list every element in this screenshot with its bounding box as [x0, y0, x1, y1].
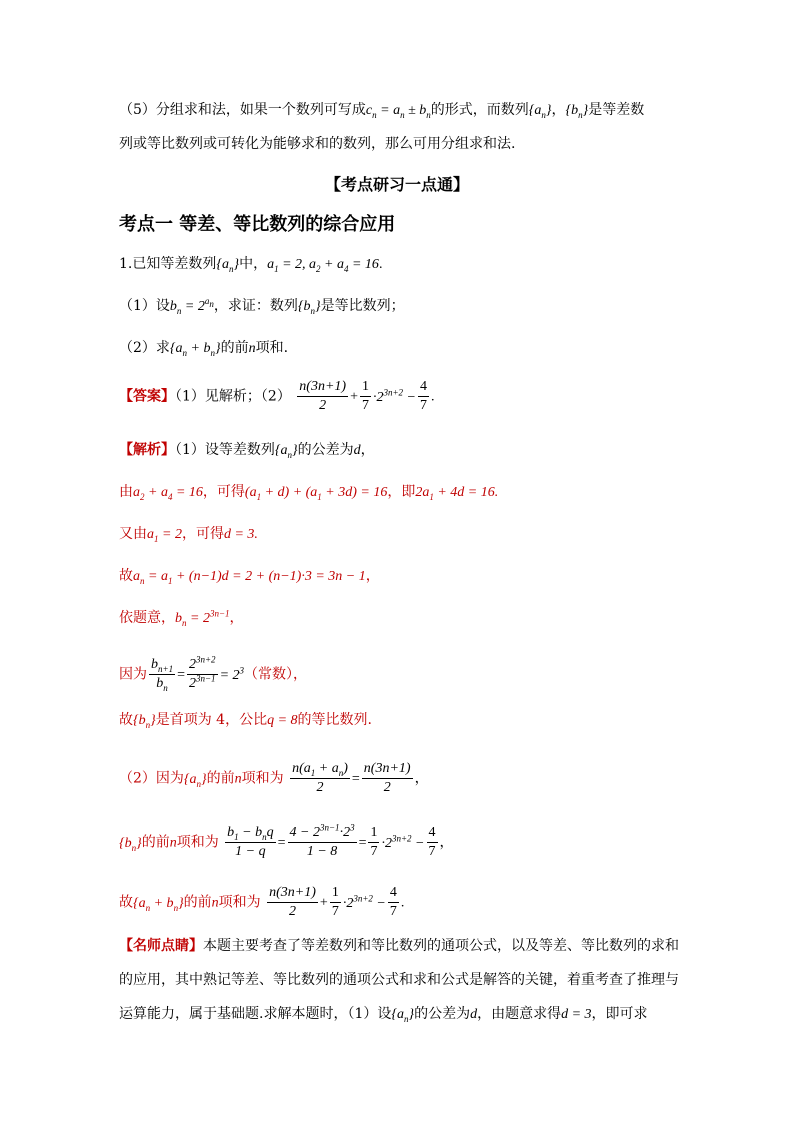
- analysis-line-4: 故$a_n = a_1 + (n-1)d = 2 + (n-1)\cdot 3 = 3n - 1$，: [119, 568, 380, 586]
- analysis-tag: 【解析】: [119, 442, 175, 458]
- analysis-line-1: 【解析】（1）设等差数列$\{a_n\}$的公差为d，: [119, 442, 375, 460]
- problem-q2: （2）求$\{a_n + b_n\}$的前n项和.: [119, 340, 289, 358]
- analysis-line-8: （2）因为$\{a_n\}$的前n项和为 $\frac{n(a_1 + a_n)}{2}$ = $\frac{n(3n+1)}{2}$ ，: [119, 761, 429, 795]
- problem-stem: 1.已知等差数列$\{a_n\}$中，$a_1 = 2$, $a_2 + a_4 = 16$.: [119, 256, 383, 274]
- comment-line-1: 【名师点睛】本题主要考查了等差数列和等比数列的通项公式，以及等差、等比数列的求和: [119, 938, 679, 954]
- comment-line-3: 运算能力，属于基础题.求解本题时，（1）设$\{a_n\}$的公差为d，由题意求得d = 3，即可求: [119, 1006, 648, 1024]
- comment-tag: 【名师点睛】: [119, 938, 203, 954]
- analysis-line-10: 故$\{a_n + b_n\}$的前n项和为 $\frac{n(3n+1)}{2}$ + $\frac{1}{7}$ $\cdot 2^{3n+2}$ − $\frac{4}{7}$ .: [119, 885, 405, 919]
- answer-line: 【答案】（1）见解析；（2） $\frac{n(3n+1)}{2}$ + $\frac{1}{7}$ $\cdot 2^{3n+2}$ − $\frac{4}{7}$ .: [119, 379, 435, 413]
- analysis-line-9: $\{b_n\}$的前n项和为 $\frac{b_1 - b_nq}{1 - q}$ = $\frac{4 - 2^{3n-1}\cdot 2^3}{1 - 8}$ = $\frac{1}{7}$ $\cdot 2^{3n+2}$ − $\frac{4}{7}$ ，: [119, 822, 454, 859]
- comment-line-2: 的应用，其中熟记等差、等比数列的通项公式和求和公式是解答的关键，着重考查了推理与: [119, 972, 679, 988]
- answer-tag: 【答案】: [119, 388, 175, 405]
- analysis-line-6: 因为 $\frac{b_{n+1}}{b_n}$ = $\frac{2^{3n+2}}{2^{3n-1}}$ = $2^3$（常数），: [119, 654, 308, 693]
- topic-heading: 考点一 等差、等比数列的综合应用: [119, 214, 396, 235]
- analysis-line-7: 故$\{b_n\}$是首项为 4，公比q = 8的等比数列.: [119, 712, 372, 730]
- given-condition: $a_1 = 2$, $a_2 + a_4 = 16$: [267, 257, 379, 274]
- analysis-line-3: 又由$a_1 = 2$，可得d = 3.: [119, 526, 258, 544]
- formula-cn: $c_n = a_n \pm b_n$: [365, 103, 431, 120]
- problem-q1: （1）设$b_n = 2^{a_n}$，求证：数列$\{b_n\}$是等比数列；: [119, 296, 405, 316]
- analysis-line-2: 由$a_2 + a_4 = 16$，可得$(a_1 + d) + (a_1 + 3d) = 16$，即$2a_1 + 4d = 16$.: [119, 484, 499, 502]
- intro-line-1: （5）分组求和法，如果一个数列可写成$c_n = a_n \pm b_n$的形式，而数列$\{a_n\}$，$\{b_n\}$是等差数: [119, 102, 645, 120]
- section-title: 【考点研习一点通】: [324, 175, 469, 194]
- analysis-line-5: 依题意，$b_n = 2^{3n-1}$，: [119, 608, 244, 628]
- intro-line-2: 列或等比数列或可转化为能够求和的数列，那么可用分组求和法.: [119, 136, 516, 152]
